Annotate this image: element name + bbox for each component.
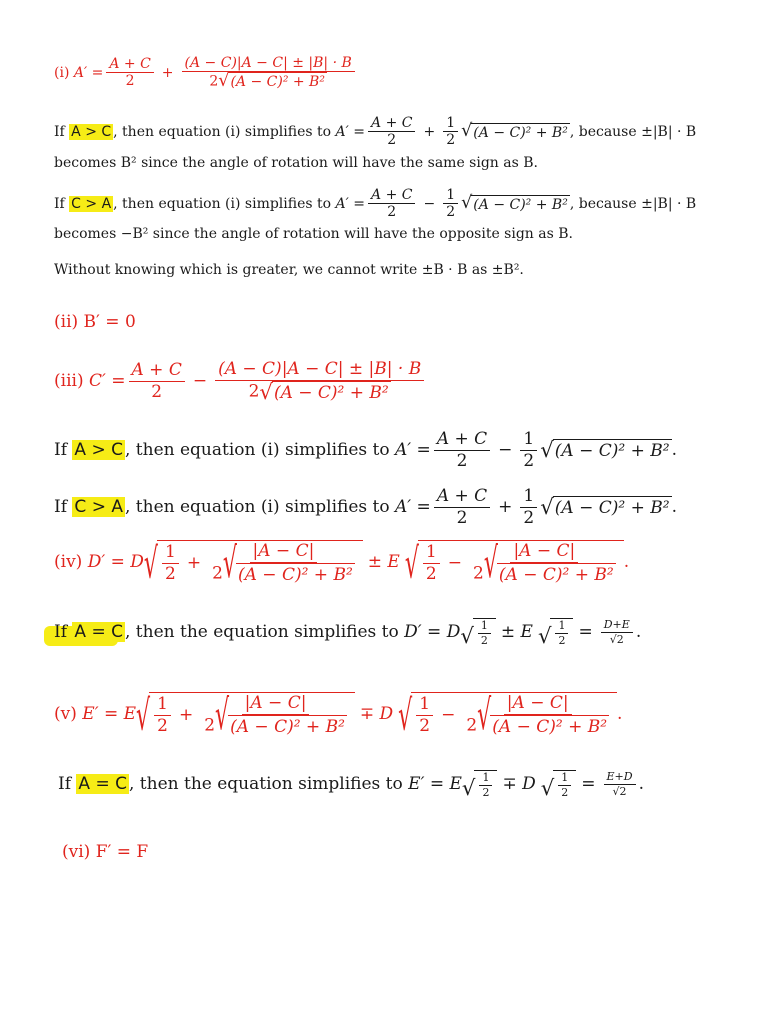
radicand [411,691,617,741]
radical [398,691,617,741]
radicand: (A − C)² + B² [554,498,670,519]
paragraph-1-line-2 [54,155,538,171]
fraction [604,771,636,798]
fraction-denominator: 2 [456,450,468,471]
fraction [443,187,458,221]
period: . [623,552,630,573]
result-line-iv [54,618,641,647]
fraction-numerator: |A − C| [504,694,572,715]
text: , then the equation simplifies to [128,774,403,795]
radical [136,691,355,741]
radical [462,770,498,799]
radical [404,539,624,589]
fraction [463,691,612,741]
equation-text: (vi) F′ = F [62,842,149,862]
sqrt-icon: √ [540,775,555,801]
operator: + [498,497,513,518]
fraction-denominator: 2 [456,507,468,528]
fraction-denominator: 2 [446,132,456,149]
operator: ∓ D [359,704,394,725]
text: , then equation (i) simplifies to [113,195,332,212]
fraction [182,55,355,91]
equation-lhs: C′ = [88,371,126,392]
fraction-numerator: D+E [601,619,633,633]
sqrt-icon: √ [218,71,230,92]
text: becomes −B² since the angle of rotation will have the opposite sign as B. [54,226,573,242]
coefficient: 2 [466,715,478,736]
radicand: (A − C)² + B² [230,74,325,91]
text: , then equation (i) simplifies to [124,440,390,461]
text: If [54,123,65,140]
radicand [550,618,573,647]
equation-ii [54,312,136,332]
radicand: (A − C)² + B² [554,441,670,462]
text: If [54,497,68,518]
fraction-numerator: 1 [558,772,571,786]
fraction [154,695,171,736]
text: Without knowing which is greater, we cannot write ±B · B as ±B². [54,262,524,278]
fraction [555,620,568,647]
sqrt-icon: √ [398,691,413,741]
fraction [434,430,490,471]
fraction-denominator: 2 [125,73,135,90]
sqrt-icon: √ [477,691,492,741]
radicand [553,770,576,799]
fraction-numerator: |A − C| [510,542,578,563]
text: If [54,195,65,212]
fraction-denominator: 2 [480,633,488,647]
fraction-denominator: √2 [612,784,627,798]
fraction-numerator: 1 [520,487,537,508]
fraction [423,543,440,584]
radical [143,539,363,589]
equation-iii [54,360,427,403]
equation-lhs: A′ = [335,195,366,212]
radicand: (A − C)² + B² [473,196,568,213]
radical [218,72,327,91]
fraction-denominator [206,72,330,91]
operator: + [186,553,202,574]
radical [540,495,671,521]
highlighted-condition: A = C [78,774,127,795]
radical [222,539,355,589]
fraction [368,115,415,149]
fraction [601,619,633,646]
fraction-numerator: (A − C)|A − C| ± |B| · B [182,55,355,72]
fraction [479,772,492,799]
fraction-denominator: 2 [425,563,437,584]
equation-lhs: D′ = D [404,622,461,643]
coefficient: 2 [212,563,223,584]
fraction-denominator: 2 [419,715,431,736]
fraction-numerator: (A − C)|A − C| ± |B| · B [215,360,424,381]
fraction-denominator: 2 [164,563,176,584]
fraction [201,691,350,741]
fraction [209,539,358,589]
text: becomes B² since the angle of rotation will have the same sign as B. [54,155,538,171]
fraction-denominator: 2 [151,381,163,402]
radicand [149,691,355,741]
fraction [478,620,491,647]
sqrt-icon: √ [483,539,498,589]
operator: − [498,440,513,461]
fraction-numerator: A + C [129,361,185,382]
equation-lhs: E′ = E [82,704,137,725]
coefficient: 2 [209,73,219,90]
fraction [470,539,619,589]
paragraph-2-line-1 [54,187,696,221]
text: If [54,622,68,643]
fraction-numerator: 1 [416,695,433,716]
operator: + [161,64,174,81]
radicand [418,539,624,589]
radicand [473,618,496,647]
operator: = [581,774,596,795]
sqrt-icon: √ [461,775,476,801]
text: , then equation (i) simplifies to [124,497,390,518]
radical [483,539,616,589]
fraction [368,187,415,221]
result-line-a [54,430,677,471]
radicand [157,539,363,589]
text: , because ±|B| · B [569,123,697,140]
fraction-numerator: A + C [368,115,415,132]
fraction [215,360,424,403]
equation-i [54,55,358,91]
equation-text: (ii) B′ = 0 [54,312,136,332]
period: . [638,774,644,795]
paragraph-1-line-1 [54,115,696,149]
radicand: (A − C)² + B² [492,716,608,737]
operator: ∓ D [502,774,536,795]
fraction [443,115,458,149]
fraction-numerator: 1 [479,772,492,786]
operator: ± E [500,622,533,643]
radical [477,691,609,741]
period: . [671,497,677,518]
fraction-numerator: 1 [423,543,440,564]
fraction-denominator [470,539,619,589]
equation-label: (iii) [54,371,84,392]
sqrt-icon: √ [540,495,554,521]
radicand: (A − C)² + B² [498,564,614,585]
equation-lhs: A′ = [73,64,104,81]
equation-v [54,691,623,741]
text: , then equation (i) simplifies to [113,123,332,140]
operator: − [447,553,462,574]
fraction [162,543,179,584]
radical [460,618,496,647]
highlighted-condition: C > A [74,497,123,518]
fraction [558,772,571,799]
fraction-denominator: 2 [387,204,397,221]
paragraph-3 [54,262,524,278]
radical [540,438,671,464]
fraction-denominator: 2 [157,715,168,736]
fraction-numerator: 1 [443,187,458,204]
radical [215,691,347,741]
radicand [474,770,497,799]
fraction-numerator: |A − C| [242,694,310,715]
text: If [54,440,68,461]
highlighted-condition: A > C [74,440,123,461]
sqrt-icon: √ [460,623,474,649]
fraction-denominator [201,691,350,741]
radicand: (A − C)² + B² [230,716,345,737]
fraction-numerator: 1 [478,620,491,634]
sqrt-icon: √ [404,539,419,589]
fraction-denominator [209,539,358,589]
operator: − [441,705,456,726]
fraction [106,56,153,90]
period: . [635,622,642,643]
fraction [520,487,537,528]
period: . [617,704,623,725]
highlighted-condition: C > A [71,195,112,212]
sqrt-icon: √ [461,193,473,214]
fraction-numerator: |A − C| [250,542,318,563]
fraction [434,487,490,528]
equation-lhs: D′ = D [87,552,144,573]
radical [538,618,574,647]
equation-lhs: A′ = [335,123,366,140]
operator: ± E [367,552,400,573]
coefficient: 2 [473,563,484,584]
sqrt-icon: √ [143,539,158,589]
fraction-numerator: 1 [520,430,537,451]
coefficient: 2 [248,381,260,402]
highlighted-condition: A = C [74,622,123,643]
operator: = [578,622,593,643]
operator: − [192,371,208,392]
fraction-numerator: 1 [443,115,458,132]
fraction [416,695,433,736]
result-line-v [58,770,644,799]
fraction-numerator: E+D [604,771,636,785]
sqrt-icon: √ [222,539,237,589]
fraction-denominator: √2 [609,632,624,646]
fraction-denominator [246,381,394,403]
fraction-denominator [463,691,612,741]
fraction-numerator: 1 [162,543,179,564]
radical [461,195,570,213]
text: If [58,774,72,795]
fraction-denominator: 2 [482,785,490,799]
sqrt-icon: √ [461,121,473,142]
text: , because ±|B| · B [569,195,697,212]
operator: + [423,123,436,140]
fraction-numerator: 1 [555,620,568,634]
fraction-denominator: 2 [446,204,456,221]
fraction-numerator: A + C [106,56,153,73]
highlighted-condition: A > C [71,123,112,140]
sqrt-icon: √ [136,691,151,741]
equation-vi [62,842,148,862]
equation-lhs: E′ = E [408,774,462,795]
sqrt-icon: √ [259,379,273,405]
period: . [671,440,677,461]
radicand: (A − C)² + B² [273,382,389,403]
fraction-numerator: A + C [434,487,490,508]
sqrt-icon: √ [540,438,554,464]
coefficient: 2 [204,715,216,736]
paragraph-2-line-2 [54,226,573,242]
sqrt-icon: √ [537,623,552,649]
equation-lhs: A′ = [395,497,431,518]
fraction [520,430,537,471]
fraction-numerator: A + C [434,430,490,451]
sqrt-icon: √ [215,691,230,741]
radical [461,123,570,141]
equation-iv [54,539,630,589]
equation-lhs: A′ = [395,440,431,461]
equation-label: (iv) [54,552,83,573]
fraction-numerator: A + C [368,187,415,204]
radical [541,770,577,799]
operator: − [423,195,436,212]
fraction-denominator: 2 [523,450,535,471]
equation-label: (v) [54,704,77,725]
radical [259,381,390,403]
fraction-denominator: 2 [387,132,397,149]
fraction-denominator: 2 [558,633,566,647]
text: , then the equation simplifies to [124,622,399,643]
fraction [129,361,185,402]
fraction-denominator: 2 [561,785,569,799]
fraction-denominator: 2 [523,507,535,528]
radicand: (A − C)² + B² [237,564,353,585]
radicand: (A − C)² + B² [473,124,568,141]
equation-label: (i) [54,64,70,81]
fraction-numerator: 1 [154,695,171,716]
operator: + [178,705,194,726]
